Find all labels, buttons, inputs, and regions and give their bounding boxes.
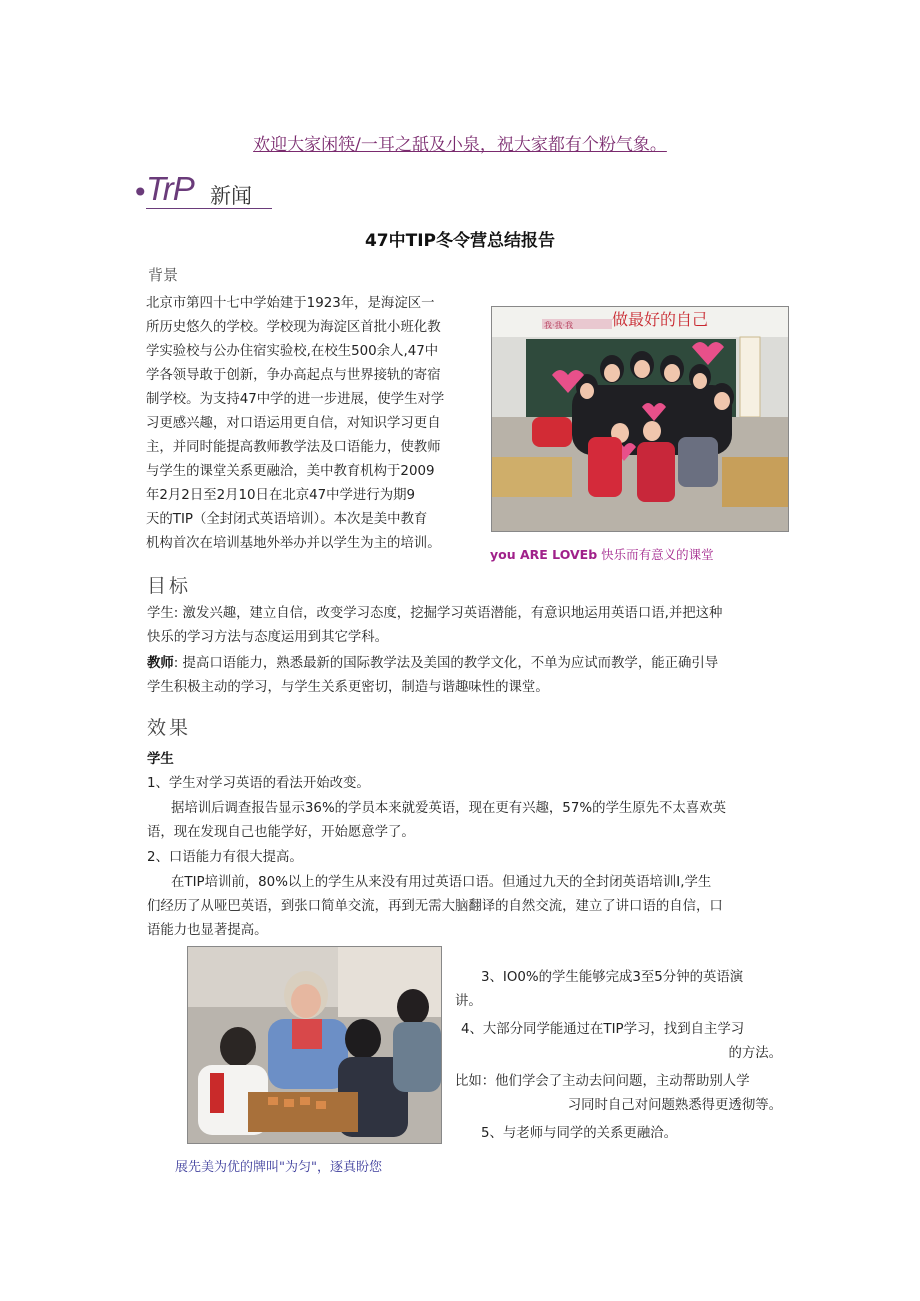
photo2-caption: 展先美为优的牌叫"为匀"，逐真盼您 <box>175 1160 382 1175</box>
teacher-photo-illustration <box>188 947 441 1143</box>
effects-item-2: 2、口语能力有很大提高。 <box>147 850 303 865</box>
text-line: 学实验校与公办住宿实验校,在校生500余人,47中 <box>146 344 439 359</box>
photo-board-text: 我·我·我 <box>544 321 574 330</box>
photo-wall-banner-text: 做最好的自己 <box>612 310 709 329</box>
news-underline <box>146 208 272 209</box>
text-line: 习更感兴趣，对口语运用更自信，对知识学习更自 <box>146 416 441 431</box>
text-line: 机构首次在培训基地外举办并以学生为主的培训。 <box>146 536 441 551</box>
text-line: 学各领导敢于创新，争办高起点与世界接轨的寄宿 <box>146 368 441 383</box>
text-line: 主，并同时能提高教师教学法及口语能力，使教师 <box>146 440 441 455</box>
photo1-caption: you ARE LOVEb 快乐而有意义的课堂 <box>490 547 714 562</box>
news-heading <box>132 170 272 210</box>
text-line: 天的TIP（全封闭式英语培训）。本次是美中教育 <box>146 512 428 527</box>
brand-logo-text: TrP <box>146 170 194 207</box>
classroom-photo-illustration <box>492 307 788 531</box>
effects-item-3: 3、IO0%的学生能够完成3至5分钟的英语演 <box>481 970 744 985</box>
student-label: 学生 <box>147 606 174 621</box>
effects-item-1-detail: 据培训后调查报告显示36%的学员本来就爱英语，现在更有兴趣，57%的学生原先不太喜欢英 语，现在发现自己也能学好，开始愿意学了。 <box>147 801 726 840</box>
text-line: 制学校。为支持47中学的进一步进展，使学生对学 <box>146 392 445 407</box>
text-line: 所历史悠久的学校。学校现为海淀区首批小班化教 <box>146 320 441 335</box>
background-heading: 背景 <box>148 266 179 284</box>
news-label: 新闻 <box>210 184 252 208</box>
text-line: 年2月2日至2月10日在北京47中学进行为期9 <box>146 488 416 503</box>
page-title: 47中TIP冬令营总结报告 <box>364 231 556 251</box>
teacher-label: 教师 <box>147 656 174 671</box>
text-line: 北京市第四十七中学始建于1923年，是海淀区一 <box>146 296 435 311</box>
classroom-group-photo <box>491 306 789 532</box>
effects-item-2-detail: 在TIP培训前，80%以上的学生从来没有用过英语口语。但通过九天的全封闭英语培训I,学生 们经历了从哑巴英语，到张口简单交流，再到无需大脑翻译的自然交流，建立了讲口语的自信，口 语能力也显著提高。 <box>147 875 723 938</box>
effects-item-5: 5、与老师与同学的关系更融洽。 <box>481 1126 677 1141</box>
effects-example: 比如：他们学会了主动去问问题，主动帮助别人学 <box>455 1074 750 1089</box>
goals-heading: 目标 <box>147 575 192 597</box>
welcome-banner: 欢迎大家闲筷/一耳之舐及小泉，祝大家都有个粉气象。 <box>253 135 667 155</box>
text-line: 与学生的课堂关系更融洽，美中教育机构于2009 <box>146 464 435 479</box>
effects-student-sub: 学生 <box>147 752 174 767</box>
effects-right-column: 3、IO0%的学生能够完成3至5分钟的英语演 讲。 4、大部分同学能通过在TIP学习，找到自主学习 的方法。 比如：他们学会了主动去问问题，主动帮助别人学 习同时自己对问题熟悉得更透彻等。 5、与老师与同学的关系更融洽。 <box>455 966 790 1146</box>
goals-teacher: 教师: 提高口语能力，熟悉最新的国际教学法及美国的教学文化，不单为应试而教学，能正确引导 学生积极主动的学习，与学生关系更密切，制造与谐趣味性的课堂。 <box>147 656 719 695</box>
goals-student: 学生: 激发兴趣，建立自信，改变学习态度，挖掘学习英语潜能，有意识地运用英语口语,并把这种 快乐的学习方法与态度运用到其它学科。 <box>147 606 723 645</box>
background-paragraph <box>146 292 481 556</box>
effects-heading: 效果 <box>147 717 192 739</box>
effects-item-1: 1、学生对学习英语的看法开始改变。 <box>147 776 370 791</box>
teacher-students-photo <box>187 946 442 1144</box>
bullet: • <box>132 176 149 209</box>
effects-item-4: 4、大部分同学能通过在TIP学习，找到自主学习 <box>461 1022 745 1037</box>
